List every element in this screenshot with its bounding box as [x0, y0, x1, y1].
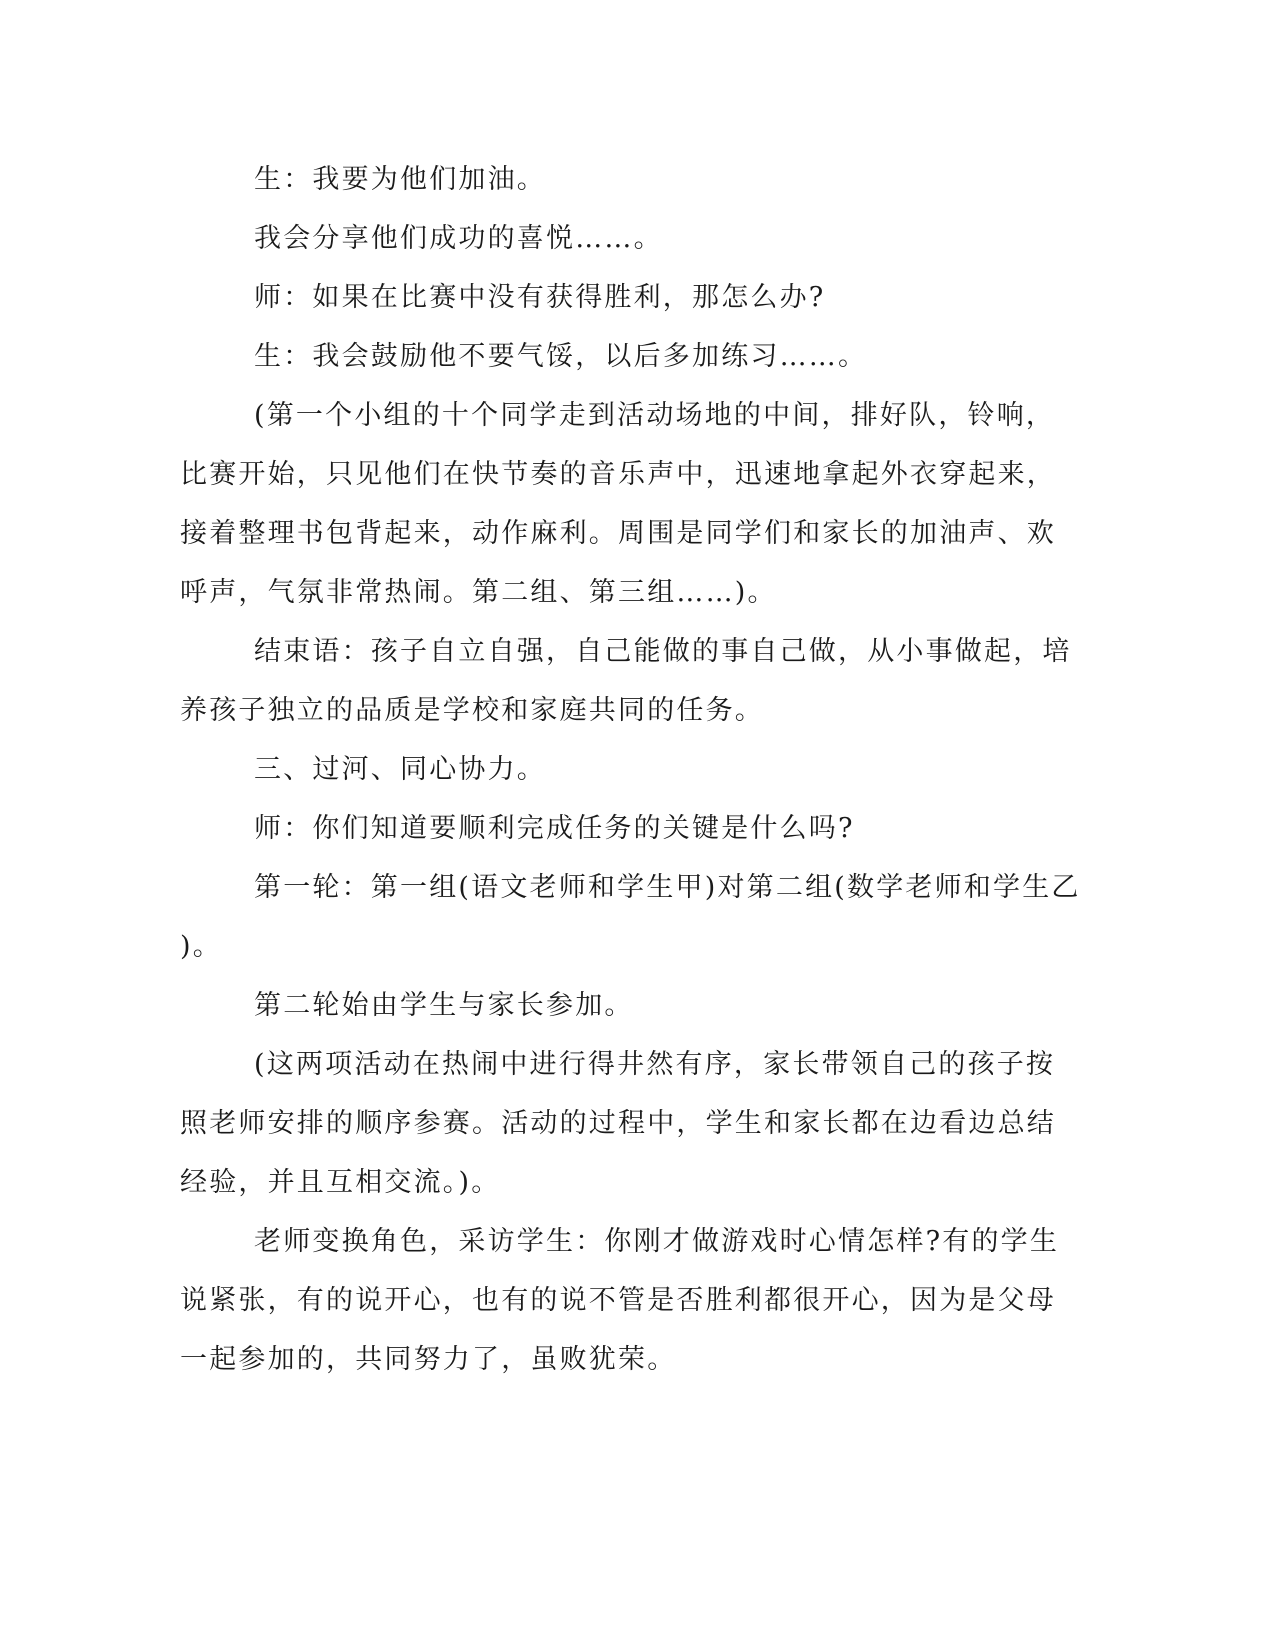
- text-line: 老师变换角色，采访学生：你刚才做游戏时心情怎样?有的学生: [254, 1226, 1060, 1257]
- text-line: 养孩子独立的品质是学校和家庭共同的任务。: [180, 695, 764, 726]
- text-line: 结束语：孩子自立自强，自己能做的事自己做，从小事做起，培: [254, 636, 1072, 667]
- text-line: 呼声，气氛非常热闹。第二组、第三组……)。: [180, 577, 777, 608]
- text-line: 一起参加的，共同努力了，虽败犹荣。: [180, 1344, 677, 1375]
- text-line: 生：我要为他们加油。: [254, 164, 546, 195]
- text-line: 师：你们知道要顺利完成任务的关键是什么吗?: [254, 813, 855, 844]
- text-line: 说紧张，有的说开心，也有的说不管是否胜利都很开心，因为是父母: [180, 1285, 1056, 1316]
- text-line: 我会分享他们成功的喜悦……。: [254, 223, 663, 254]
- text-line: 接着整理书包背起来，动作麻利。周围是同学们和家长的加油声、欢: [180, 518, 1056, 549]
- text-line: 第二轮始由学生与家长参加。: [254, 990, 634, 1021]
- text-line: 比赛开始，只见他们在快节奏的音乐声中，迅速地拿起外衣穿起来，: [180, 459, 1056, 490]
- text-line: 师：如果在比赛中没有获得胜利，那怎么办?: [254, 282, 826, 313]
- text-line: )。: [180, 931, 222, 962]
- text-line: (这两项活动在热闹中进行得井然有序，家长带领自己的孩子按: [254, 1049, 1056, 1080]
- text-line: 经验，并且互相交流。)。: [180, 1167, 501, 1198]
- text-line: 第一轮：第一组(语文老师和学生甲)对第二组(数学老师和学生乙: [254, 872, 1081, 903]
- text-line: 生：我会鼓励他不要气馁，以后多加练习……。: [254, 341, 868, 372]
- text-line: 照老师安排的顺序参赛。活动的过程中，学生和家长都在边看边总结: [180, 1108, 1056, 1139]
- text-line: (第一个小组的十个同学走到活动场地的中间，排好队，铃响，: [254, 400, 1056, 431]
- section-heading: 三、过河、同心协力。: [254, 754, 546, 785]
